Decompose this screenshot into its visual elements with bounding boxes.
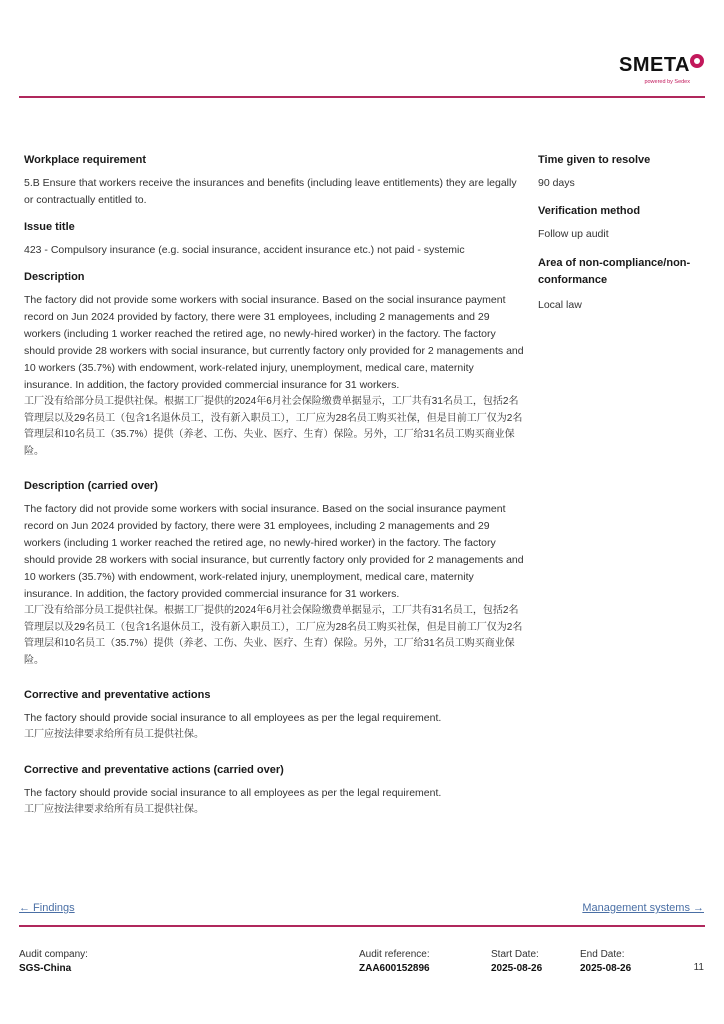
area-section — [538, 255, 708, 314]
footer-divider — [19, 925, 705, 927]
end-date-label: End Date: — [580, 949, 625, 960]
header-divider — [19, 96, 705, 98]
area-heading: Area of non-compliance/non-conformance — [538, 257, 691, 286]
verification-text: Follow up audit — [538, 228, 609, 240]
corrective-chinese: 工厂应按法律要求给所有员工提供社保。 — [24, 729, 204, 740]
audit-reference-value: ZAA600152896 — [359, 963, 430, 974]
description-carried-heading: Description (carried over) — [24, 480, 158, 492]
side-column — [538, 153, 708, 326]
corrective-heading: Corrective and preventative actions — [24, 689, 211, 701]
description-chinese: 工厂没有给部分员工提供社保。根据工厂提供的2024年6月社会保险缴费单据显示，工厂共有31名员工，包括2名管理层以及29名员工（包含1名退休员工，没有新入职员工），工厂应为28名员工购买社保，但是目前工厂仅为2名管理层和10名员工（35.7%）提供（养老、工伤、失业、医疗、生育）保险。另外，工厂给31名员工购买商业保险。 — [24, 396, 523, 457]
findings-link[interactable]: ← Findings — [19, 902, 75, 914]
smeta-logo — [614, 54, 704, 90]
time-heading: Time given to resolve — [538, 154, 651, 166]
area-text: Local law — [538, 299, 582, 311]
time-text: 90 days — [538, 177, 575, 189]
footer-end-date — [580, 948, 631, 976]
management-systems-link[interactable]: Management systems → — [582, 902, 704, 914]
description-carried-chinese: 工厂没有给部分员工提供社保。根据工厂提供的2024年6月社会保险缴费单据显示，工厂共有31名员工，包括2名管理层以及29名员工（包含1名退休员工，没有新入职员工），工厂应为28名员工购买社保，但是目前工厂仅为2名管理层和10名员工（35.7%）提供（养老、工伤、失业、医疗、生育）保险。另外，工厂给31名员工购买商业保险。 — [24, 605, 523, 666]
audit-company-label: Audit company: — [19, 949, 88, 960]
issue-title-section — [24, 220, 524, 259]
description-section — [24, 270, 524, 460]
end-date-value: 2025-08-26 — [580, 963, 632, 974]
audit-reference-label: Audit reference: — [359, 949, 430, 960]
workplace-requirement-section — [24, 153, 524, 209]
description-heading: Description — [24, 271, 85, 283]
time-section — [538, 153, 708, 192]
main-column — [24, 153, 524, 829]
logo-dot-icon — [690, 54, 704, 68]
description-carried-section — [24, 479, 524, 669]
page-number: 11 — [693, 962, 704, 973]
logo-wordmark: SMETA — [618, 54, 690, 76]
logo-tagline: powered by Sedex — [644, 79, 690, 85]
description-english: The factory did not provide some workers with social insurance. Based on the social insurance payment record on Jun 2024 provided by factory, there were 31 employees, including 2 managements and 29 workers (including 1 worker reached the retired age, no newly-hired worker) in the factory. The factory should provide 28 workers with social insurance, but currently factory only provided for 2 managements and 10 workers (35.7%) with endowment, work-related injury, unemployment, medical care, maternity insurance. In addition, the factory provided commercial insurance for 31 workers. — [24, 294, 524, 391]
corrective-carried-english: The factory should provide social insurance to all employees as per the legal requirement. — [24, 786, 442, 799]
footer-company — [19, 948, 88, 976]
corrective-carried-section — [24, 763, 524, 819]
audit-company-value: SGS-China — [19, 963, 72, 974]
corrective-carried-chinese: 工厂应按法律要求给所有员工提供社保。 — [24, 803, 204, 815]
issue-title-text: 423 - Compulsory insurance (e.g. social insurance, accident insurance etc.) not paid - systemic — [24, 244, 465, 256]
corrective-english: The factory should provide social insurance to all employees as per the legal requirement. — [24, 712, 442, 724]
verification-heading: Verification method — [538, 205, 641, 217]
footer-start-date — [491, 948, 542, 976]
workplace-requirement-heading: Workplace requirement — [24, 154, 147, 166]
workplace-requirement-text: 5.B Ensure that workers receive the insurances and benefits (including leave entitlements) they are legally or contractually entitled to. — [24, 177, 517, 206]
verification-section — [538, 204, 708, 243]
start-date-value: 2025-08-26 — [491, 963, 543, 974]
start-date-label: Start Date: — [491, 949, 539, 960]
corrective-carried-heading: Corrective and preventative actions (carried over) — [24, 763, 284, 776]
issue-title-heading: Issue title — [24, 221, 75, 233]
description-carried-english: The factory did not provide some workers with social insurance. Based on the social insurance payment record on Jun 2024 provided by factory, there were 31 employees, including 2 managements and 29 workers (including 1 worker reached the retired age, no newly-hired worker) in the factory. The factory should provide 28 workers with social insurance, but currently factory only provided for 2 managements and 10 workers (35.7%) with endowment, work-related injury, unemployment, medical care, maternity insurance. In addition, the factory provided commercial insurance for 31 workers. — [24, 503, 524, 600]
footer-reference — [359, 948, 430, 976]
corrective-section — [24, 688, 524, 744]
